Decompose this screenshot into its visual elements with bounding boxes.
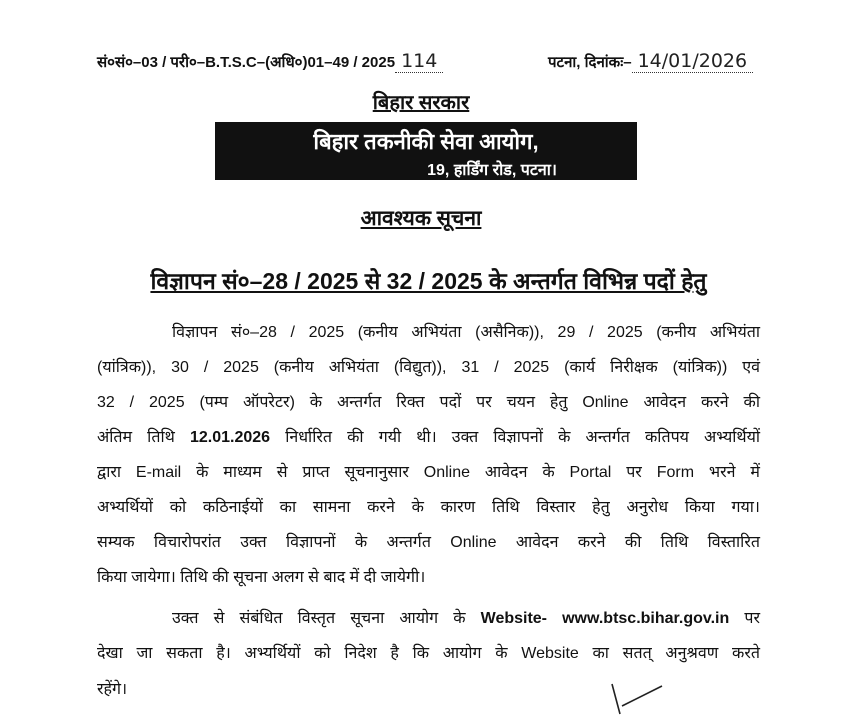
paragraph-line: किया जायेगा। तिथि की सूचना अलग से बाद में दी जायेगी। [97, 569, 426, 586]
notice-title-text: आवश्यक सूचना [360, 207, 482, 230]
place-label: पटना, दिनांकः– [548, 54, 632, 71]
handwritten-date: 14/01/2026 [632, 50, 754, 73]
text: Website [521, 645, 579, 662]
paragraph-line [97, 641, 760, 663]
commission-name: बिहार तकनीकी सेवा आयोग, [313, 129, 539, 154]
reference-number [97, 50, 443, 72]
subject-heading: विज्ञापन सं०–28 / 2025 से 32 / 2025 के अन्तर्गत विभिन्न पदों हेतु [150, 268, 707, 294]
paragraph-line: 32 / 2025 (पम्प ऑपरेटर) के अन्तर्गत रिक्त पदों पर चयन हेतु Online आवेदन करने की [97, 394, 760, 411]
signature-mark [592, 676, 672, 716]
text: देखा जा सकता है। अभ्यर्थियों को निदेश है कि आयोग के [97, 645, 508, 662]
paragraph-line: (यांत्रिक)), 30 / 2025 (कनीय अभियंता (विद्युत)), 31 / 2025 (कार्य निरीक्षक (यांत्रिक)) एवं [97, 359, 760, 376]
paragraph-line [97, 425, 760, 447]
paragraph-line: विज्ञापन सं०–28 / 2025 (कनीय अभियंता (असैनिक)), 29 / 2025 (कनीय अभियंता [172, 324, 760, 341]
paragraph-line: द्वारा E-mail के माध्यम से प्राप्त सूचनानुसार Online आवेदन के Portal पर Form भरने में [97, 464, 760, 481]
text: निर्धारित की गयी थी। उक्त विज्ञापनों के अन्तर्गत कतिपय अभ्यर्थियों [285, 429, 761, 446]
government-text: बिहार सरकार [372, 92, 470, 114]
text: का सतत् अनुश्रवण करते [592, 645, 760, 662]
text: पर [744, 610, 760, 627]
text: उक्त से संबंधित विस्तृत सूचना आयोग के [172, 610, 466, 627]
website-link[interactable]: Website- www.btsc.bihar.gov.in [480, 610, 730, 627]
paragraph-line [172, 606, 760, 628]
notice-title [0, 204, 842, 232]
place-date [548, 50, 753, 72]
government-heading [0, 88, 842, 115]
commission-banner [215, 122, 637, 180]
commission-address: 19, हार्डिंग रोड, पटना। [427, 162, 557, 179]
paragraph-line: रहेंगे। [97, 681, 128, 698]
reference-prefix: सं०सं०–03 / परी०–B.T.S.C–(अधि०)01–49 / 2025 [97, 54, 396, 71]
paragraph-line: अभ्यर्थियों को कठिनाईयों का सामना करने के कारण तिथि विस्तार हेतु अनुरोध किया गया। [97, 499, 760, 516]
paragraph-line: सम्यक विचारोपरांत उक्त विज्ञापनों के अन्तर्गत Online आवेदन करने की तिथि विस्तारित [97, 534, 760, 551]
text: अंतिम तिथि [97, 429, 175, 446]
handwritten-ref-number: 114 [395, 50, 443, 73]
last-date: 12.01.2026 [189, 429, 271, 446]
